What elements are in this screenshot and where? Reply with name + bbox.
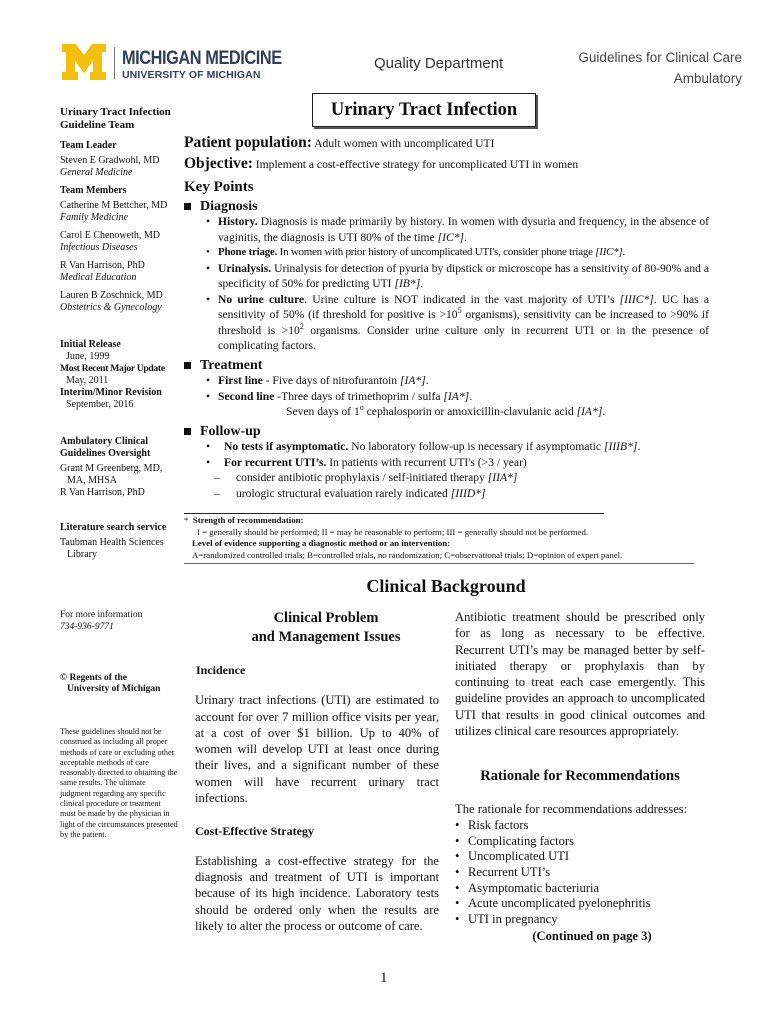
member-name: Lauren B Zoschnick, MD — [60, 290, 163, 301]
key-points-section — [184, 135, 709, 501]
sidebar-info — [60, 609, 178, 840]
evidence-grade: [IC*] — [437, 230, 465, 244]
evidence-grade: [IB*] — [394, 277, 421, 290]
exponent: 2 — [299, 321, 304, 331]
alt-text: Seven days of 1 — [286, 405, 360, 418]
evidence-grade: [IA*] — [576, 405, 603, 418]
lit-search-line2: Library — [67, 549, 97, 560]
strength-heading: Strength of recommendation: — [192, 515, 304, 525]
cost-strategy-heading: Cost-Effective Strategy — [195, 824, 314, 839]
team-title: Urinary Tract Infection Guideline Team — [60, 106, 171, 131]
list-item: • UTI in pregnancy — [455, 912, 705, 928]
list-item: • Risk factors — [455, 818, 705, 834]
bullet-text: . UC has a sensitivity of 50% (if threshold for positive is >10 — [218, 292, 709, 321]
list-item: • Recurrent UTI’s — [455, 865, 705, 881]
incidence-heading: Incidence — [196, 663, 246, 677]
list-item: • Asymptomatic bacteriuria — [455, 881, 705, 897]
evidence-heading: Level of evidence supporting a diagnostic method or an intervention: — [192, 538, 451, 548]
michigan-medicine-logo — [62, 44, 302, 84]
more-info-phone: 734-936-9771 — [60, 622, 114, 632]
diagnosis-urinalysis: • Urinalysis. Urinalysis for detection of pyuria by dipstick or microscope has a sensitivity of 80-90% and a specificity of 50% for predicting UTI [IB*]. — [184, 261, 709, 292]
evidence-grade: [IIA*] — [487, 471, 518, 484]
bullet-label: Second line — [218, 389, 275, 403]
interim-date: September, 2016 — [66, 399, 134, 410]
evidence-grade: [IIC*] — [595, 246, 623, 258]
sidebar-team-info — [60, 106, 178, 561]
treatment-second-line-alt: Seven days of 1$^o$ cephalosporin or amoxicillin-clavulanic acid [IA*]. — [286, 403, 606, 418]
major-update-heading: Most Recent Major Update — [60, 363, 165, 374]
team-leader-name: Steven E Gradwohl, MD — [60, 155, 160, 166]
bullet-label: History. — [218, 215, 258, 228]
clinical-problem-column — [195, 609, 439, 934]
disclaimer: These guidelines should not be construed as including all proper methods of care or excluding other acceptable methods of care reasonably directed to obtaining the same results. The ultimate judgment regarding any specific clinical procedure or treatment must be made by the physician in light of the circumstances presented by the patient. — [60, 727, 178, 839]
treatment-first-line: • First line - Five days of nitrofurantoin [IA*]. — [184, 373, 709, 389]
rationale-list — [455, 818, 705, 927]
follow-up-heading-text: Follow-up — [200, 423, 261, 439]
team-members-heading: Team Members — [60, 185, 127, 196]
member-dept: Infectious Diseases — [60, 242, 138, 253]
diagnosis-heading — [184, 199, 709, 215]
page-number: 1 — [380, 970, 388, 986]
lit-search-heading: Literature search service — [60, 522, 167, 533]
cost-strategy-text: Establishing a cost-effective strategy for the diagnosis and treatment of UTI is important because of its high incidence. Laboratory tests should be ordered only when the results are likely to alter the process or outcome of care. — [195, 853, 439, 933]
clinical-problem-heading-2: and Management Issues — [251, 628, 401, 645]
diagnosis-no-urine-culture — [184, 292, 709, 354]
patient-population-label: Patient population: — [184, 134, 312, 151]
objective-label: Objective: — [184, 154, 253, 172]
dash-text: urologic structural evaluation rarely indicated — [236, 486, 448, 500]
member-name: Carol E Chenoweth, MD — [60, 230, 160, 241]
follow-up-heading — [184, 424, 709, 440]
block-m-logo-icon — [62, 44, 106, 80]
oversight-member: R Van Harrison, PhD — [60, 487, 145, 498]
initial-release-heading: Initial Release — [60, 339, 121, 350]
follow-up-prophylaxis — [184, 470, 709, 486]
document-title: Urinary Tract Infection — [312, 93, 536, 127]
more-info-label: For more information — [60, 610, 143, 620]
treatment-heading-text: Treatment — [200, 357, 263, 373]
list-item: • Uncomplicated UTI — [455, 849, 705, 865]
bullet-text: organisms), sensitivity can be increased to >90% if threshold is >10 — [218, 308, 709, 337]
member-name: Catherine M Bettcher, MD — [60, 200, 168, 211]
strength-heading-line — [184, 515, 724, 527]
lit-search-line1: Taubman Health Sciences — [60, 537, 164, 548]
antibiotic-text: Antibiotic treatment should be prescribed only for as long as necessary to be effective. Recurrent UTI’s may be managed better by self-initiated therapy or prophylaxis than by continuing to treat each case emergently. This guideline provides an approach to uncomplicated UTI that results in good clinical outcomes and utilizes clinical care resources appropriately. — [455, 610, 705, 739]
background-right-column — [455, 609, 705, 945]
treatment-heading — [184, 358, 709, 374]
team-leader-dept: General Medicine — [60, 167, 133, 178]
dash-text: consider antibiotic prophylaxis / self-initiated therapy — [236, 471, 485, 484]
patient-population-value: Adult women with uncomplicated UTI — [314, 137, 495, 150]
bullet-label: Urinalysis. — [218, 261, 272, 275]
evidence-grade: [IA*] — [399, 374, 426, 387]
follow-up-urologic — [184, 486, 709, 502]
alt-text: cephalosporin or amoxicillin-clavulanic acid — [363, 405, 574, 418]
evidence-text: A=randomized controlled trials; B=controlled trials, no randomization; C=observational trials; D=opinion of expert panel. — [192, 549, 623, 560]
member-dept: Medical Education — [60, 272, 137, 283]
continued-note: (Continued on page 3) — [532, 929, 652, 944]
patient-population — [184, 135, 709, 152]
bullet-text: In patients with recurrent UTI's (>3 / year) — [326, 455, 527, 469]
department-label: Quality Department — [374, 55, 504, 72]
bullet-label: Phone triage. — [218, 246, 278, 258]
follow-up-recurrent — [184, 455, 709, 471]
logo-divider — [114, 47, 115, 79]
oversight-member-degrees: MA, MHSA — [67, 475, 118, 486]
key-points-heading: Key Points — [184, 179, 254, 195]
evidence-grade: [IIIC*] — [619, 292, 654, 306]
exponent: 5 — [457, 306, 462, 316]
member-dept: Family Medicine — [60, 212, 129, 223]
initial-release-date: June, 1999 — [66, 351, 110, 362]
footnote-divider — [184, 513, 604, 514]
logo-subtitle: UNIVERSITY OF MICHIGAN — [122, 69, 261, 81]
guideline-type-line1: Guidelines for Clinical Care — [578, 50, 742, 65]
logo-name: MICHIGAN MEDICINE — [122, 48, 282, 69]
square-bullet-icon — [184, 203, 191, 210]
evidence-footnote — [184, 515, 724, 561]
bullet-label: No urine culture — [218, 292, 305, 306]
bullet-text: No laboratory follow-up is necessary if asymptomatic — [348, 440, 602, 453]
bullet-label: For recurrent UTI’s. — [224, 455, 327, 469]
diagnosis-heading-text: Diagnosis — [200, 198, 258, 214]
bullet-label: First line — [218, 374, 263, 387]
bullet-label: No tests if asymptomatic. — [224, 440, 349, 453]
bullet-text: . Urine culture is NOT indicated in the vast majority of UTI’s — [304, 292, 615, 306]
strength-text: I = generally should be performed; II = may be reasonable to perform; III = generally should not be performed. — [197, 526, 589, 537]
oversight-member: Grant M Greenberg, MD, — [60, 463, 163, 474]
guideline-type — [578, 47, 742, 89]
evidence-grade: [IIIB*] — [603, 440, 638, 453]
bullet-text: Diagnosis is made primarily by history. In women with dysuria and frequency, in the absence of vaginitis, the diagnosis is UTI 80% of the time — [218, 215, 709, 244]
bullet-text: Urinalysis for detection of pyuria by dipstick or microscope has a sensitivity of 80-90% and a specificity of 50% for predicting UTI — [218, 261, 709, 290]
evidence-grade: [IIID*] — [450, 486, 486, 500]
bullet-text: -Three days of trimethoprim / sulfa — [274, 389, 441, 403]
oversight-heading: Ambulatory Clinical Guidelines Oversight — [60, 436, 151, 459]
evidence-grade: [IA*] — [443, 389, 470, 403]
rationale-heading: Rationale for Recommendations — [480, 768, 680, 785]
bullet-text: - Five days of nitrofurantoin — [262, 374, 398, 387]
copyright-line2: University of Michigan — [67, 684, 161, 694]
degree-superscript: o — [359, 403, 364, 413]
treatment-second-line: • Second line -Three days of trimethoprim / sulfa [IA*]. — [184, 389, 709, 405]
rationale-intro: The rationale for recommendations addresses: — [455, 801, 688, 816]
footnote-bottom-rule — [184, 563, 694, 564]
diagnosis-history: • History. Diagnosis is made primarily by history. In women with dysuria and frequency, in the absence of vaginitis, the diagnosis is UTI 80% of the time [IC*]. — [184, 214, 709, 245]
diagnosis-phone-triage: • Phone triage. In women with prior history of uncomplicated UTI's, consider phone triage [IIC*]. — [184, 245, 709, 261]
team-leader-heading: Team Leader — [60, 140, 117, 151]
list-item: • Complicating factors — [455, 834, 705, 850]
incidence-text: Urinary tract infections (UTI) are estimated to account for over 7 million office visits per year, at a cost of over $1 billion. Up to 40% of women will develop UTI at least once during their lives, and a significant number of these women will have recurrent urinary tract infections. — [195, 693, 439, 806]
member-dept: Obstetrics & Gynecology — [60, 302, 162, 313]
list-item: • Acute uncomplicated pyelonephritis — [455, 896, 705, 912]
objective-value: Implement a cost-effective strategy for uncomplicated UTI in women — [255, 157, 579, 171]
objective — [184, 156, 709, 173]
interim-heading: Interim/Minor Revision — [60, 387, 162, 398]
square-bullet-icon — [184, 362, 191, 369]
bullet-text: organisms. Consider urine culture only in recurrent UTI or in the presence of complicating factors. — [218, 323, 710, 352]
footnote-star: * — [184, 515, 189, 525]
copyright-line1: © Regents of the — [60, 673, 127, 683]
clinical-background-heading: Clinical Background — [366, 576, 526, 596]
square-bullet-icon — [184, 428, 191, 435]
guideline-type-line2: Ambulatory — [673, 71, 742, 86]
major-update-date: May, 2011 — [66, 375, 109, 386]
follow-up-no-tests: • No tests if asymptomatic. No laboratory follow-up is necessary if asymptomatic [IIIB*]. — [184, 439, 709, 455]
clinical-problem-heading-1: Clinical Problem — [273, 610, 379, 626]
bullet-text: In women with prior history of uncomplicated UTI's, consider phone triage — [279, 246, 593, 258]
member-name: R Van Harrison, PhD — [60, 260, 145, 271]
